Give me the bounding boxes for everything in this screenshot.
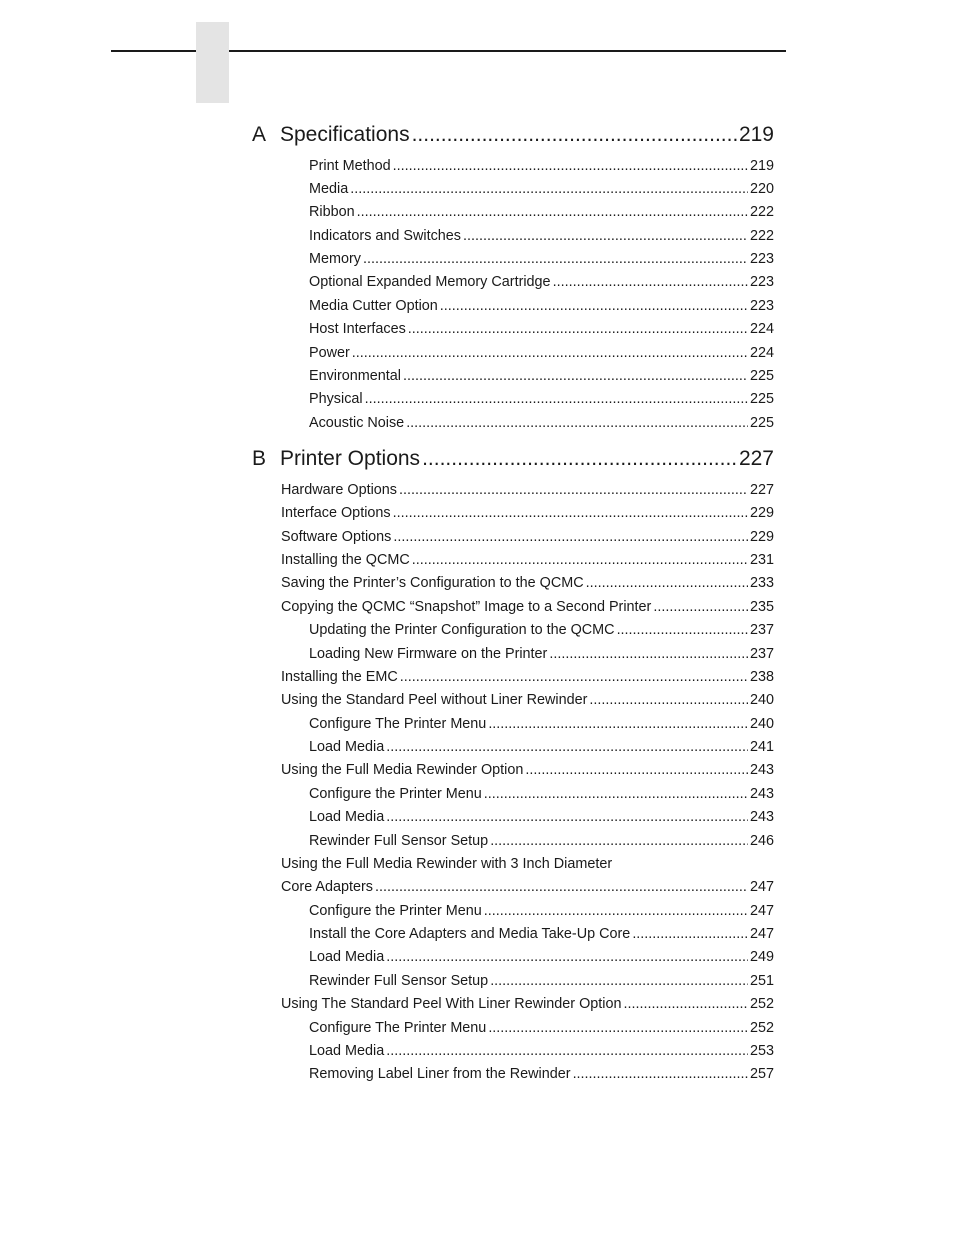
dot-leader (352, 345, 748, 361)
toc-entry-page-number: 243 (749, 786, 774, 802)
toc-entry-title: Load Media (309, 739, 385, 755)
toc-entry-page-number: 225 (749, 415, 774, 431)
toc-entry-page-number: 219 (749, 158, 774, 174)
toc-entry[interactable] (309, 716, 774, 736)
toc-entry[interactable] (281, 762, 774, 782)
toc-entry[interactable] (309, 204, 774, 224)
toc-entry[interactable] (309, 158, 774, 178)
dot-leader (553, 274, 748, 290)
toc-entry-title: Indicators and Switches (309, 228, 461, 244)
toc-entry[interactable] (309, 646, 774, 666)
toc-entry-title: Configure The Printer Menu (309, 1020, 487, 1036)
toc-entry-page-number: 225 (749, 391, 774, 407)
toc-entry-page-number: 233 (749, 575, 774, 591)
dot-leader (617, 622, 748, 638)
toc-entry[interactable] (309, 622, 774, 642)
toc-entry[interactable] (309, 833, 774, 853)
dot-leader (624, 996, 748, 1012)
toc-entry-title: Install the Core Adapters and Media Take-Up Core (309, 926, 631, 942)
toc-entry[interactable] (309, 786, 774, 806)
toc-entry-title: Using The Standard Peel With Liner Rewinder Option (281, 996, 622, 1012)
toc-entry-title: Acoustic Noise (309, 415, 405, 431)
toc-entry-title: Hardware Options (281, 482, 397, 498)
chapter-letter: B (252, 447, 267, 470)
toc-entry-title: Configure The Printer Menu (309, 716, 487, 732)
toc-entry-title: Load Media (309, 1043, 385, 1059)
toc-entry-title: Configure the Printer Menu (309, 903, 482, 919)
dot-leader (393, 529, 748, 545)
toc-entry-page-number: 231 (749, 552, 774, 568)
toc-entry-page-number: 243 (749, 809, 774, 825)
toc-entry[interactable] (309, 274, 774, 294)
dot-leader (525, 762, 748, 778)
toc-entry-page-number: 240 (749, 716, 774, 732)
toc-entry-title: Updating the Printer Configuration to the QCMC (309, 622, 615, 638)
toc-entry-page-number: 257 (749, 1066, 774, 1082)
dot-leader (549, 646, 748, 662)
toc-entry[interactable] (281, 669, 774, 689)
toc-entry-title: Ribbon (309, 204, 355, 220)
dot-leader (408, 321, 748, 337)
dot-leader (488, 1020, 748, 1036)
toc-entry[interactable] (309, 391, 774, 411)
dot-leader (632, 926, 748, 942)
dot-leader (403, 368, 748, 384)
dot-leader (365, 391, 748, 407)
toc-entry-page-number: 247 (749, 926, 774, 942)
dot-leader (363, 251, 748, 267)
dot-leader (586, 575, 748, 591)
toc-entry-title: Optional Expanded Memory Cartridge (309, 274, 551, 290)
toc-entry-title: Memory (309, 251, 361, 267)
dot-leader (463, 228, 748, 244)
toc-entry-page-number: 223 (749, 298, 774, 314)
chapter-page-number: 227 (738, 447, 774, 470)
toc-entry[interactable] (309, 1020, 774, 1040)
toc-entry-title: Rewinder Full Sensor Setup (309, 833, 489, 849)
toc-entry[interactable] (309, 973, 774, 993)
dot-leader (490, 973, 748, 989)
toc-entry-page-number: 251 (749, 973, 774, 989)
toc-entry[interactable] (309, 809, 774, 829)
toc-entry[interactable] (309, 1066, 774, 1086)
toc-entry-title: Configure the Printer Menu (309, 786, 482, 802)
toc-entry-page-number: 240 (749, 692, 774, 708)
toc-entry-page-number: 220 (749, 181, 774, 197)
dot-leader (375, 879, 748, 895)
toc-entry[interactable] (281, 552, 774, 572)
toc-entry[interactable] (281, 879, 774, 899)
toc-entry-page-number: 253 (749, 1043, 774, 1059)
dot-leader (422, 447, 737, 471)
toc-entry[interactable] (281, 482, 774, 502)
toc-entry[interactable] (309, 949, 774, 969)
dot-leader (589, 692, 748, 708)
toc-entry[interactable] (309, 415, 774, 435)
toc-entry[interactable] (309, 903, 774, 923)
dot-leader (393, 158, 748, 174)
toc-entry-title: Power (309, 345, 350, 361)
dot-leader (488, 716, 748, 732)
toc-entry-page-number: 229 (749, 505, 774, 521)
toc-entry-title: Using the Full Media Rewinder Option (281, 762, 524, 778)
toc-entry[interactable] (309, 228, 774, 248)
dot-leader (350, 181, 748, 197)
dot-leader (400, 669, 748, 685)
toc-entry[interactable] (281, 505, 774, 525)
toc-entry-title: Using the Standard Peel without Liner Rewinder (281, 692, 588, 708)
toc-entry-title: Load Media (309, 809, 385, 825)
toc-entry[interactable] (309, 926, 774, 946)
toc-entry[interactable] (309, 181, 774, 201)
toc-entry-title: Rewinder Full Sensor Setup (309, 973, 489, 989)
toc-entry-page-number: 252 (749, 1020, 774, 1036)
toc-entry-title: Loading New Firmware on the Printer (309, 646, 548, 662)
toc-entry-page-number: 223 (749, 274, 774, 290)
chapter-title: Specifications (280, 123, 410, 146)
toc-entry-page-number: 246 (749, 833, 774, 849)
toc-entry-page-number: 224 (749, 345, 774, 361)
toc-entry[interactable] (281, 529, 774, 549)
toc-entry-title: Physical (309, 391, 363, 407)
toc-entry-title: Installing the QCMC (281, 552, 410, 568)
chapter-page-number: 219 (738, 123, 774, 146)
toc-entry-page-number: 222 (749, 228, 774, 244)
toc-entry-page-number: 222 (749, 204, 774, 220)
dot-leader (386, 949, 748, 965)
dot-leader (412, 552, 748, 568)
dot-leader (484, 786, 748, 802)
toc-entry-page-number: 224 (749, 321, 774, 337)
toc-entry[interactable] (309, 321, 774, 341)
toc-entry-page-number: 247 (749, 879, 774, 895)
dot-leader (386, 739, 748, 755)
toc-entry-title: Interface Options (281, 505, 391, 521)
dot-leader (440, 298, 748, 314)
toc-entry-page-number: 238 (749, 669, 774, 685)
toc-entry-page-number: 225 (749, 368, 774, 384)
toc-entry-title: Load Media (309, 949, 385, 965)
toc-entry[interactable] (281, 856, 774, 876)
toc-entry-page-number: 243 (749, 762, 774, 778)
toc-entry-page-number: 249 (749, 949, 774, 965)
toc-entry[interactable] (281, 575, 774, 595)
dot-leader (653, 599, 748, 615)
toc-entry-page-number: 252 (749, 996, 774, 1012)
toc-entry[interactable] (309, 1043, 774, 1063)
toc-entry-page-number: 235 (749, 599, 774, 615)
toc-entry[interactable] (281, 692, 774, 712)
toc-entry-page-number: 237 (749, 622, 774, 638)
dot-leader (386, 809, 748, 825)
toc-entry-title: Host Interfaces (309, 321, 406, 337)
toc-entry[interactable] (281, 599, 774, 619)
toc-entry[interactable] (309, 368, 774, 388)
toc-entry-title: Software Options (281, 529, 392, 545)
dot-leader (573, 1066, 748, 1082)
dot-leader (412, 123, 737, 147)
dot-leader (357, 204, 748, 220)
toc-entry-page-number: 241 (749, 739, 774, 755)
toc-entry-title: Core Adapters (281, 879, 373, 895)
toc-chapter-heading[interactable] (252, 447, 774, 477)
toc-entry-page-number: 247 (749, 903, 774, 919)
toc-entry-title: Media (309, 181, 349, 197)
toc-entry[interactable] (309, 739, 774, 759)
toc-entry-title: Using the Full Media Rewinder with 3 Inch Diameter (281, 856, 613, 872)
toc-entry[interactable] (309, 298, 774, 318)
toc-entry-title: Installing the EMC (281, 669, 398, 685)
dot-leader (393, 505, 748, 521)
toc-entry[interactable] (281, 996, 774, 1016)
chapter-tab-marker (196, 22, 229, 103)
toc-entry-title: Removing Label Liner from the Rewinder (309, 1066, 571, 1082)
toc-entry-title: Print Method (309, 158, 391, 174)
dot-leader (399, 482, 748, 498)
toc-entry-title: Saving the Printer’s Configuration to the QCMC (281, 575, 584, 591)
toc-entry-page-number: 237 (749, 646, 774, 662)
chapter-title: Printer Options (280, 447, 421, 470)
dot-leader (484, 903, 748, 919)
toc-entry[interactable] (309, 251, 774, 271)
toc-entry-title: Media Cutter Option (309, 298, 438, 314)
toc-entry-title: Copying the QCMC “Snapshot” Image to a Second Printer (281, 599, 652, 615)
toc-entry-page-number: 223 (749, 251, 774, 267)
toc-entry-title: Environmental (309, 368, 401, 384)
chapter-letter: A (252, 123, 267, 146)
toc-entry[interactable] (309, 345, 774, 365)
dot-leader (406, 415, 748, 431)
dot-leader (490, 833, 748, 849)
toc-chapter-heading[interactable] (252, 123, 774, 153)
dot-leader (386, 1043, 748, 1059)
toc-entry-page-number: 227 (749, 482, 774, 498)
toc-entry-page-number: 229 (749, 529, 774, 545)
